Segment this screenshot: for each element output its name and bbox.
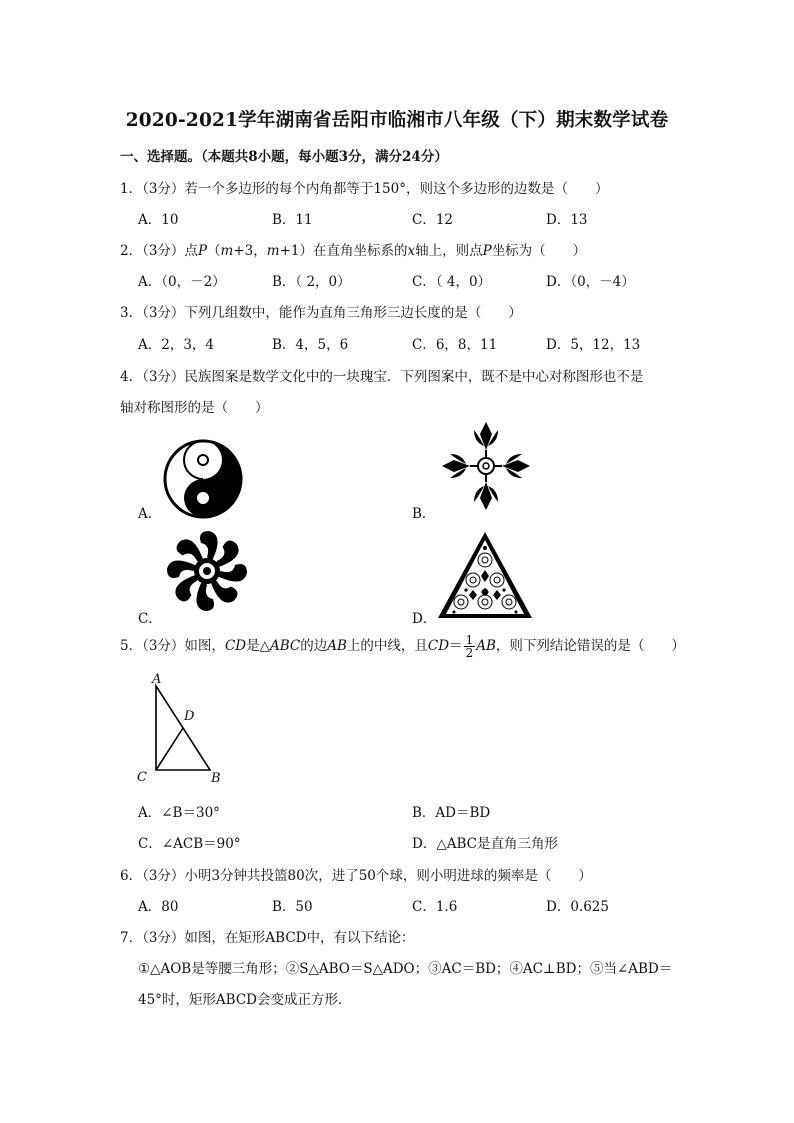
q3-option-b[interactable]: B．4，5，6 bbox=[272, 337, 349, 353]
question-5-stem: 5．（3分）如图，CD是△ABC的边AB上的中线，且CD＝ $\frac{1}{2}$ AB，则下列结论错误的是（ ） bbox=[120, 633, 685, 660]
fraction-one-half: $\frac{1}{2}$ bbox=[465, 633, 474, 660]
pinwheel-flower-figure bbox=[164, 528, 250, 614]
q2-option-c[interactable]: C．（ 4，0） bbox=[412, 274, 492, 290]
question-7-statements-cont: 45°时，矩形ABCD会变成正方形． bbox=[138, 992, 352, 1008]
label-d: D bbox=[184, 709, 195, 724]
yin-yang-figure bbox=[162, 438, 244, 520]
label-a: A bbox=[152, 672, 162, 687]
question-6-stem: 6．（3分）小明3分钟共投篮80次，进了50个球，则小明进球的频率是（ ） bbox=[120, 868, 592, 884]
q6-option-a[interactable]: A．80 bbox=[138, 899, 179, 915]
label-b: B bbox=[211, 771, 221, 786]
question-7-statements: ①△AOB是等腰三角形；②S△ABO＝S△ADO；③AC＝BD；④AC⊥BD；⑤当∠ABD＝ bbox=[138, 961, 673, 977]
question-3-stem: 3．（3分）下列几组数中，能作为直角三角形三边长度的是（ ） bbox=[120, 305, 522, 321]
q5-option-c[interactable]: C．∠ACB＝90° bbox=[138, 836, 241, 852]
page-title: 2020-2021学年湖南省岳阳市临湘市八年级（下）期末数学试卷 bbox=[125, 110, 669, 131]
q3-option-d[interactable]: D．5，12，13 bbox=[546, 337, 641, 353]
question-4-stem-line1: 4．（3分）民族图案是数学文化中的一块瑰宝．下列图案中，既不是中心对称图形也不是 bbox=[120, 369, 644, 385]
question-1-stem: 1．（3分）若一个多边形的每个内角都等于150°，则这个多边形的边数是（ ） bbox=[120, 181, 609, 197]
question-2-stem: 2．（3分）点P（m+3，m+1）在直角坐标系的x轴上，则点P坐标为（ ） bbox=[120, 243, 587, 259]
q2-option-b[interactable]: B．（ 2，0） bbox=[272, 274, 351, 290]
q1-option-b[interactable]: B．11 bbox=[272, 212, 313, 228]
q5-option-b[interactable]: B．AD＝BD bbox=[412, 805, 491, 821]
q3-option-a[interactable]: A．2，3，4 bbox=[138, 337, 215, 353]
triangle-abc-figure bbox=[150, 678, 220, 778]
q2-option-a[interactable]: A．（0，－2） bbox=[138, 274, 226, 290]
question-7-stem: 7．（3分）如图，在矩形ABCD中，有以下结论： bbox=[120, 930, 415, 946]
q5-option-a[interactable]: A．∠B＝30° bbox=[138, 805, 220, 821]
q1-option-a[interactable]: A．10 bbox=[138, 212, 179, 228]
q6-option-b[interactable]: B．50 bbox=[272, 899, 313, 915]
q4-option-a[interactable]: A． bbox=[138, 506, 162, 522]
label-c: C bbox=[137, 770, 147, 785]
q1-option-c[interactable]: C．12 bbox=[412, 212, 454, 228]
q4-option-d[interactable]: D． bbox=[412, 611, 437, 627]
ornament-figure bbox=[440, 420, 532, 512]
q1-option-d[interactable]: D．13 bbox=[546, 212, 588, 228]
section-heading: 一、选择题。（本题共8小题，每小题3分，满分24分） bbox=[120, 149, 448, 165]
q4-option-b[interactable]: B． bbox=[412, 506, 436, 522]
question-4-stem-line2: 轴对称图形的是（ ） bbox=[120, 400, 269, 416]
q3-option-c[interactable]: C．6，8，11 bbox=[412, 337, 498, 353]
q6-option-c[interactable]: C．1.6 bbox=[412, 899, 458, 915]
patterned-triangle-figure bbox=[436, 530, 534, 622]
q5-option-d[interactable]: D．△ABC是直角三角形 bbox=[412, 836, 558, 852]
q4-option-c[interactable]: C． bbox=[138, 611, 162, 627]
q2-option-d[interactable]: D．（0，－4） bbox=[546, 274, 635, 290]
q6-option-d[interactable]: D．0.625 bbox=[546, 899, 609, 915]
